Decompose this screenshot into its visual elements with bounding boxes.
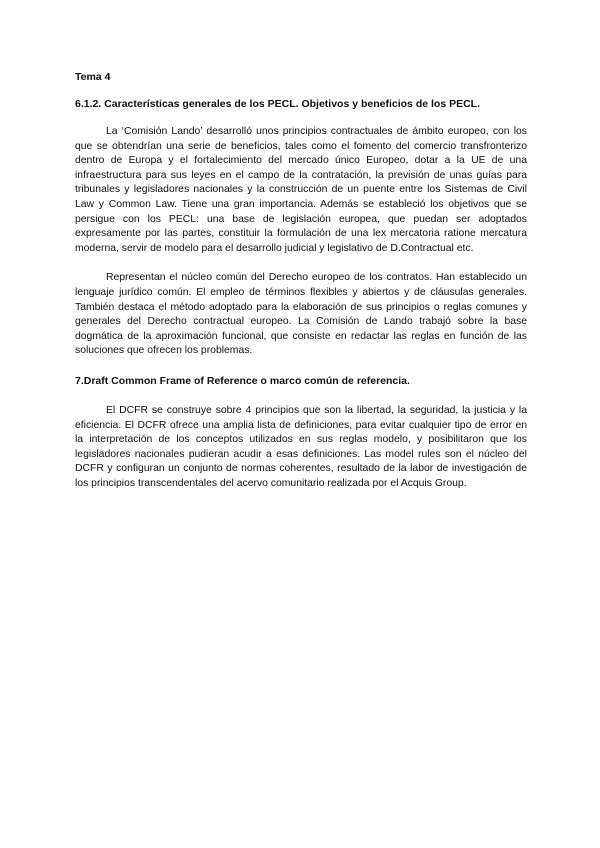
- section-heading-dcfr: 7.Draft Common Frame of Reference o marco común de referencia.: [75, 374, 410, 387]
- section-heading-pecl: 6.1.2. Características generales de los PECL. Objetivos y beneficios de los PECL.: [75, 98, 480, 110]
- paragraph-pecl-benefits: La ‘Comisión Lando’ desarrolló unos principios contractuales de ámbito europeo, con los que se obtendrían una serie de beneficios, tales como el fomento del comercio transfronterizo dentro de Europa y el fortalecimiento del mercado único Europeo, dotar a la UE de una infraestructura para sus leyes en el campo de la contratación, la previsión de unas guías para tribunales y legisladores nacionales y la construcción de un puente entre los Sistemas de Civil Law y Common Law. Tiene una gran importancia. Además se estableció los objetivos que se persigue con los PECL: una base de legislación europea, que puedan ser adoptados expresamente por las partes, constituir la formulación de una lex mercatoria ratione mercatura moderna, servir de modelo para el desarrollo judicial y legislativo de D.Contractual etc.: [75, 126, 527, 254]
- document-page: [75, 70, 527, 506]
- paragraph-pecl-core: Representan el núcleo común del Derecho europeo de los contratos. Han establecido un lenguaje jurídico común. El empleo de términos flexibles y abiertos y de cláusulas generales. También destaca el método adoptado para la elaboración de sus principios o reglas comunes y generales del Derecho contractual europeo. La Comisión de Lando trabajó sobre la base dogmática de la aproximación funcional, que consiste en redactar las reglas en función de las soluciones que ofrecen los problemas.: [75, 272, 527, 357]
- paragraph-dcfr: El DCFR se construye sobre 4 principios que son la libertad, la seguridad, la justicia y la eficiencia. El DCFR ofrece una amplia lista de definiciones, para evitar cualquier tipo de error en la interpretación de los conceptos utilizados en sus reglas modelo, y posibilitaron que los legisladores nacionales pudieran acudir a esas definiciones. Las model rules son el núcleo del DCFR y configuran un conjunto de normas coherentes, resultado de la labor de investigación de los principios transcendentales del acervo comunitario realizada por el Acquis Group.: [75, 404, 527, 489]
- topic-label: Tema 4: [75, 71, 111, 83]
